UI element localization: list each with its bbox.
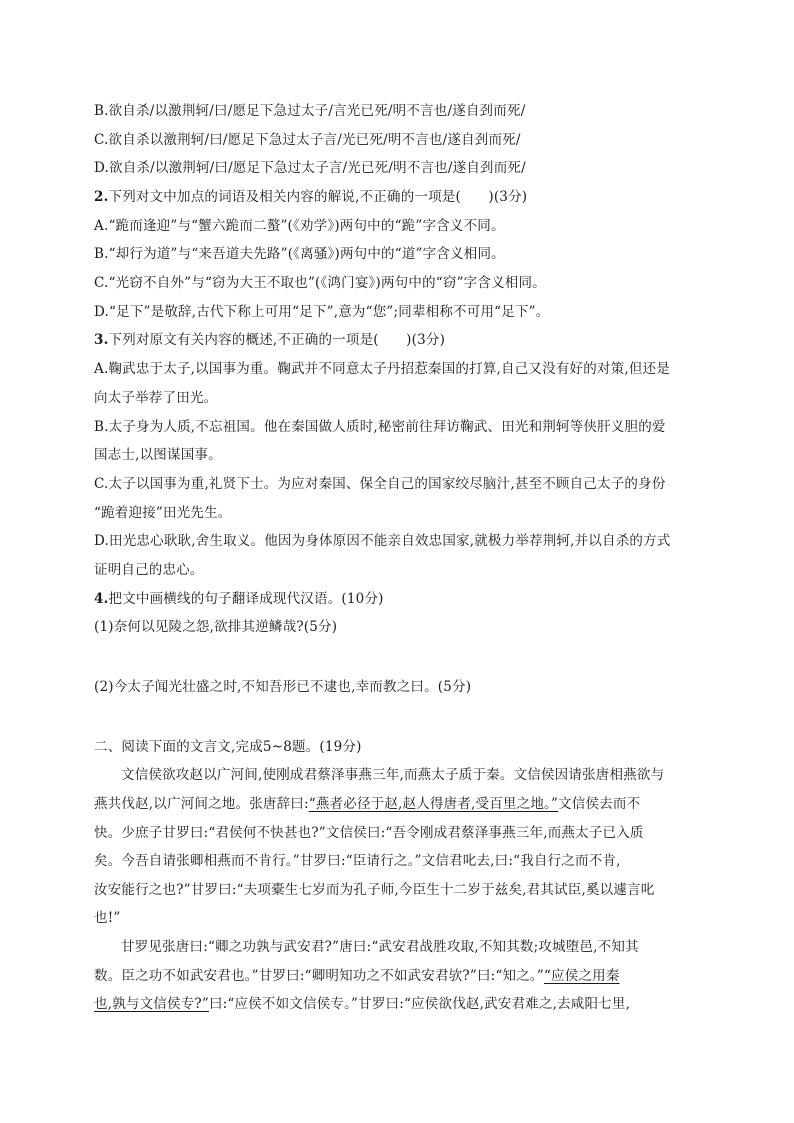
question-text: 下列对原文有关内容的概述,不正确的一项是( )(3分): [108, 332, 446, 348]
passage-line-3: 快。少庶子甘罗曰:“君侯何不快甚也?”文信侯曰:“吾令刚成君蔡泽事燕三年,而燕太子已入质: [94, 825, 644, 841]
passage-line-1: 文信侯欲攻赵以广河间,使刚成君蔡泽事燕三年,而燕太子质于秦。文信侯因请张唐相燕欲与: [121, 767, 665, 783]
q2-option-d: D.“足下”是敬辞,古代下称上可用“足下”,意为“您”;同辈相称不可用“足下”。: [94, 304, 550, 320]
q2-option-a: A.“跪而逢迎”与“蟹六跪而二螯”(《劝学》)两句中的“跪”字含义不同。: [94, 218, 505, 234]
option-c-punctuation: C.欲自杀以激荆轲/曰/愿足下急过太子言/光已死/明不言也/遂自刭而死/: [94, 132, 521, 148]
question-number: 2.: [94, 189, 109, 205]
q2-option-c: C.“光窃不自外”与“窃为大王不取也”(《鸿门宴》)两句中的“窃”字含义相同。: [94, 275, 546, 291]
q3-option-d-line-1: D.田光忠心耿耿,舍生取义。他因为身体原因不能亲自效忠国家,就极力举荐荆轲,并以自杀的方式: [94, 533, 671, 549]
passage-line-6: 也!”: [94, 910, 121, 926]
passage-line-7: 甘罗见张唐曰:“卿之功孰与武安君?”唐曰:“武安君战胜攻取,不知其数;攻城堕邑,不知其: [121, 939, 639, 955]
q3-option-b-line-1: B.太子身为人质,不忘祖国。他在秦国做人质时,秘密前往拜访鞠武、田光和荆轲等侠肝义胆的爱: [94, 419, 666, 435]
question-text: 下列对文中加点的词语及相关内容的解说,不正确的一项是( )(3分): [108, 189, 528, 205]
q3-option-a-line-1: A.鞠武忠于太子,以国事为重。鞠武并不同意太子丹招惹秦国的打算,自己又没有好的对策,但还是: [94, 361, 670, 377]
q3-option-d-line-2: 证明自己的忠心。: [94, 562, 204, 578]
question-text: 把文中画横线的句子翻译成现代汉语。(10分): [108, 591, 384, 607]
section-2-heading: 二、阅读下面的文言文,完成5~8题。(19分): [94, 739, 362, 755]
underlined-sentence: “应侯之用秦: [543, 968, 620, 984]
q4-sub-2: (2)今太子闻光壮盛之时,不知吾形已不逮也,幸而教之曰。(5分): [94, 679, 472, 695]
passage-line-5: 汝安能行之也?”甘罗曰:“夫项橐生七岁而为孔子师,今臣生十二岁于兹矣,君其试臣,奚以遽言叱: [94, 882, 655, 898]
q3-option-c-line-2: “跪着迎接”田光先生。: [94, 505, 232, 521]
question-3: [94, 330, 445, 350]
q3-option-a-line-2: 向太子举荐了田光。: [94, 390, 218, 406]
option-d-punctuation: D.欲自杀/以激荆轲/曰/愿足下急过太子言/光已死/明不言也/遂自刭而死/: [94, 160, 526, 176]
question-2: [94, 187, 527, 207]
q3-option-c-line-1: C.太子以国事为重,礼贤下士。为应对秦国、保全自己的国家绞尽脑汁,甚至不顾自己太子的身份: [94, 476, 666, 492]
passage-line-9: [94, 994, 630, 1014]
question-number: 3.: [94, 332, 109, 348]
passage-line-2: [94, 794, 640, 814]
question-4: [94, 589, 384, 609]
passage-text: 文信侯去而不: [558, 796, 641, 812]
q3-option-b-line-2: 国志士,以图谋国事。: [94, 447, 222, 463]
passage-text: 数。臣之功不如武安君也。”甘罗曰:“卿明知功之不如武安君欤?”曰:“知之。”: [94, 968, 544, 984]
q4-sub-1: (1)奈何以见陵之怨,欲排其逆鳞哉?(5分): [94, 619, 338, 635]
question-number: 4.: [94, 591, 109, 607]
underlined-sentence: 也,孰与文信侯专?”: [94, 996, 209, 1012]
passage-text: 曰:“应侯不如文信侯专。”甘罗曰:“应侯欲伐赵,武安君难之,去咸阳七里,: [208, 996, 631, 1012]
option-b-punctuation: B.欲自杀/以激荆轲/曰/愿足下急过太子/言光已死/明不言也/遂自刭而死/: [94, 103, 526, 119]
passage-line-4: 矣。今吾自请张卿相燕而不肯行。”甘罗曰:“臣请行之。”文信君叱去,曰:“我自行之而不肯,: [94, 853, 621, 869]
passage-text: 燕共伐赵,以广河间之地。张唐辞曰:: [94, 796, 309, 812]
passage-line-8: [94, 966, 620, 986]
underlined-sentence: “燕者必径于赵,赵人得唐者,受百里之地。”: [308, 796, 559, 812]
q2-option-b: B.“却行为道”与“来吾道夫先路”(《离骚》)两句中的“道”字含义相同。: [94, 246, 505, 262]
